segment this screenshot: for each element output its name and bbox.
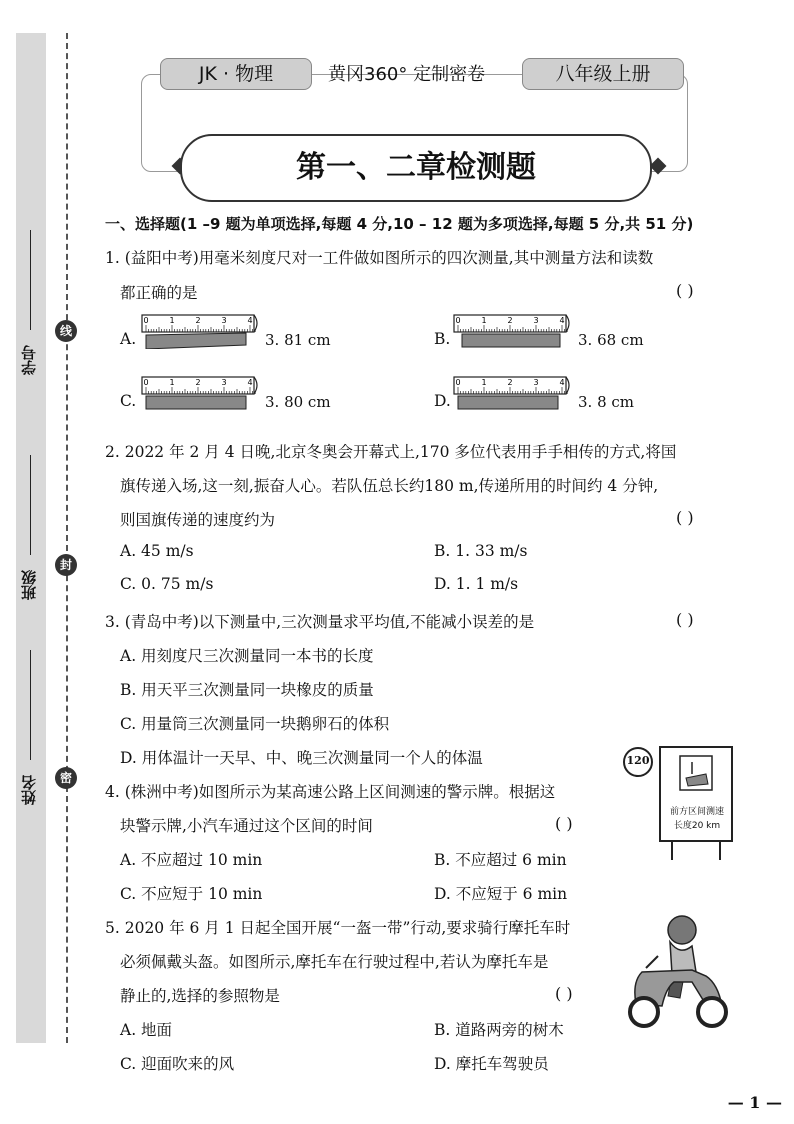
q4-option-d: D. 不应短于 6 min <box>434 885 568 903</box>
seal-line: 线 <box>55 320 77 342</box>
q1-a-ruler <box>140 313 262 349</box>
q3-line1: 3. (青岛中考)以下测量中,三次测量求平均值,不能减小误差的是 <box>105 613 535 631</box>
q2-option-b: B. 1. 33 m/s <box>434 542 528 560</box>
q2-option-d: D. 1. 1 m/s <box>434 575 519 593</box>
svg-text:2: 2 <box>195 316 201 325</box>
svg-text:1: 1 <box>169 378 175 387</box>
name-label: 姓名 <box>20 775 38 805</box>
q2-line1: 2. 2022 年 2 月 4 日晚,北京冬奥会开幕式上,170 多位代表用手手相传的方式,将国 <box>105 443 677 461</box>
svg-text:4: 4 <box>247 378 253 387</box>
binding-margin <box>16 33 46 1043</box>
q5-option-b: B. 道路两旁的树木 <box>434 1021 564 1039</box>
svg-text:0: 0 <box>455 378 461 387</box>
motorcycle-figure <box>622 912 732 1030</box>
q1-a-label: A. <box>120 330 137 348</box>
svg-text:4: 4 <box>559 378 565 387</box>
svg-text:0: 0 <box>143 316 149 325</box>
q3-option-b: B. 用天平三次测量同一块橡皮的质量 <box>120 681 374 699</box>
q5-answer-paren: ( ) <box>555 984 573 1003</box>
svg-text:1: 1 <box>481 378 487 387</box>
seal-seal: 封 <box>55 554 77 576</box>
q1-b-reading: 3. 68 cm <box>578 331 644 349</box>
svg-text:4: 4 <box>247 316 253 325</box>
q4-line1: 4. (株洲中考)如图所示为某高速公路上区间测速的警示牌。根据这 <box>105 783 556 801</box>
q4-option-b: B. 不应超过 6 min <box>434 851 567 869</box>
q2-option-a: A. 45 m/s <box>120 542 194 560</box>
svg-text:2: 2 <box>507 316 513 325</box>
q1-d-reading: 3. 8 cm <box>578 393 635 411</box>
q4-answer-paren: ( ) <box>555 814 573 833</box>
q2-line2: 旗传递入场,这一刻,振奋人心。若队伍总长约180 m,传递所用的时间约 4 分钟, <box>120 477 659 495</box>
q3-option-a: A. 用刻度尺三次测量同一本书的长度 <box>120 647 374 665</box>
section-heading: 一、选择题(1 –9 题为单项选择,每题 4 分,10 – 12 题为多项选择,每题 5 分,共 51 分) <box>105 215 694 233</box>
q1-line1: 1. (益阳中考)用毫米刻度尺对一工件做如图所示的四次测量,其中测量方法和读数 <box>105 249 654 267</box>
svg-text:3: 3 <box>533 378 539 387</box>
svg-text:2: 2 <box>195 378 201 387</box>
q2-option-c: C. 0. 75 m/s <box>120 575 214 593</box>
svg-text:0: 0 <box>455 316 461 325</box>
q2-answer-paren: ( ) <box>676 508 694 527</box>
q1-b-ruler <box>452 313 574 349</box>
page-number: — 1 — <box>727 1093 782 1112</box>
speed-limit-value: 120 <box>626 754 650 767</box>
q1-d-label: D. <box>434 392 451 410</box>
q5-option-a: A. 地面 <box>120 1021 173 1039</box>
q4-line2: 块警示牌,小汽车通过这个区间的时间 <box>120 817 373 835</box>
q5-option-d: D. 摩托车驾驶员 <box>434 1055 549 1073</box>
student-id-label: 学号 <box>20 345 38 375</box>
svg-text:2: 2 <box>507 378 513 387</box>
q5-line3: 静止的,选择的参照物是 <box>120 987 280 1005</box>
series-name: 黄冈360° 定制密卷 <box>328 64 486 85</box>
q1-c-label: C. <box>120 392 137 410</box>
q1-b-label: B. <box>434 330 451 348</box>
q5-line1: 5. 2020 年 6 月 1 日起全国开展“一盔一带”行动,要求骑行摩托车时 <box>105 919 571 937</box>
grade-badge: 八年级上册 <box>522 58 684 90</box>
q3-option-c: C. 用量筒三次测量同一块鹅卵石的体积 <box>120 715 390 733</box>
seal-secret: 密 <box>55 767 77 789</box>
class-line <box>30 455 31 555</box>
sign-text-1: 前方区间测速 <box>669 807 724 817</box>
cut-line <box>66 33 68 1043</box>
svg-text:0: 0 <box>143 378 149 387</box>
q4-option-c: C. 不应短于 10 min <box>120 885 263 903</box>
svg-text:3: 3 <box>221 378 227 387</box>
q1-line2: 都正确的是 <box>120 284 198 302</box>
q3-option-d: D. 用体温计一天早、中、晚三次测量同一个人的体温 <box>120 749 483 767</box>
class-label: 班级 <box>20 570 38 600</box>
svg-text:3: 3 <box>221 316 227 325</box>
svg-text:1: 1 <box>481 316 487 325</box>
q3-answer-paren: ( ) <box>676 610 694 629</box>
q5-line2: 必须佩戴头盔。如图所示,摩托车在行驶过程中,若认为摩托车是 <box>120 953 549 971</box>
q1-a-reading: 3. 81 cm <box>265 331 331 349</box>
name-line <box>30 650 31 760</box>
q1-answer-paren: ( ) <box>676 281 694 300</box>
q4-option-a: A. 不应超过 10 min <box>120 851 263 869</box>
svg-text:4: 4 <box>559 316 565 325</box>
q1-d-ruler <box>452 375 574 411</box>
svg-text:1: 1 <box>169 316 175 325</box>
svg-text:3: 3 <box>533 316 539 325</box>
speed-sign-figure <box>620 742 740 862</box>
sign-text-2: 长度20 km <box>673 821 721 831</box>
q1-c-reading: 3. 80 cm <box>265 393 331 411</box>
student-id-line <box>30 230 31 330</box>
q2-line3: 则国旗传递的速度约为 <box>120 511 276 529</box>
page-title: 第一、二章检测题 <box>180 134 652 202</box>
q1-c-ruler <box>140 375 262 411</box>
subject-badge: JK · 物理 <box>160 58 312 90</box>
q5-option-c: C. 迎面吹来的风 <box>120 1055 235 1073</box>
